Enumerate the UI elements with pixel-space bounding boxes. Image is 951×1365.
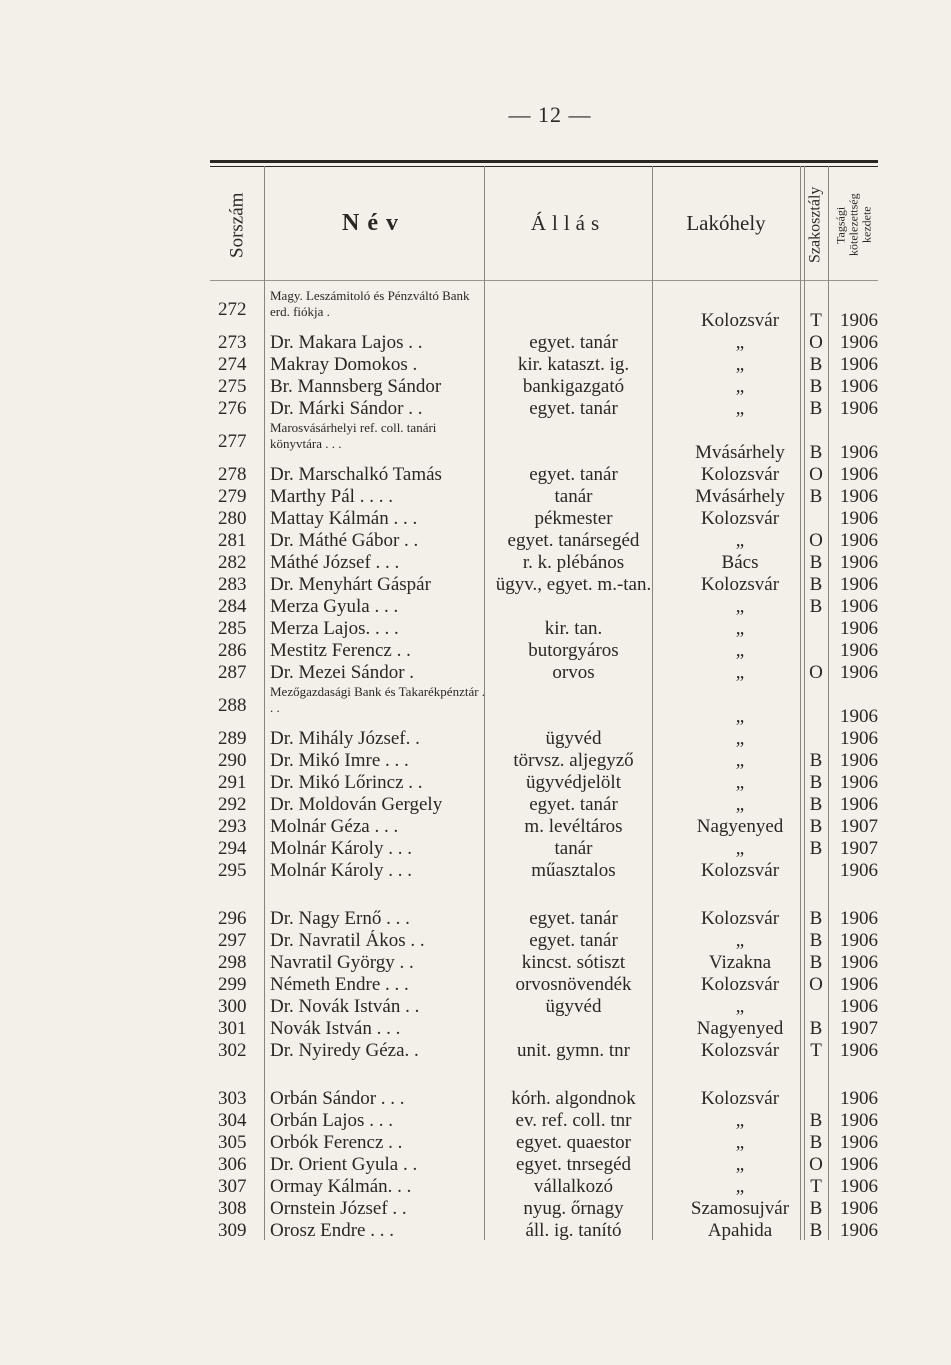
membership-year: 1906 (840, 442, 878, 463)
row-number: 281 (218, 530, 247, 551)
member-name: Dr. Orient Gyula . . (270, 1154, 418, 1175)
header-tagsagi: Tagsági kötelezettség kezdete (833, 193, 874, 257)
member-residence: „ (735, 376, 745, 397)
member-occupation: ügyvédjelölt (526, 772, 621, 793)
member-residence: Kolozsvár (700, 508, 780, 529)
row-number: 303 (218, 1088, 247, 1109)
member-name: Merza Lajos. . . . (270, 618, 399, 639)
member-section: B (809, 1198, 823, 1219)
member-residence: Kolozsvár (700, 974, 780, 995)
header-szakosztaly: Szakosztály (806, 186, 824, 264)
member-residence: Kolozsvár (700, 1088, 780, 1109)
table-top-rule (210, 160, 878, 163)
row-number: 306 (218, 1154, 247, 1175)
row-number: 304 (218, 1110, 247, 1131)
member-occupation: egyet. quaestor (515, 1132, 631, 1153)
member-residence: Kolozsvár (700, 908, 780, 929)
membership-year: 1906 (840, 618, 878, 639)
table-row (210, 1220, 878, 1242)
table-row (210, 508, 878, 530)
row-number: 299 (218, 974, 247, 995)
member-residence: „ (735, 996, 745, 1017)
table-row (210, 816, 878, 838)
member-name: Dr. Marschalkó Tamás (270, 464, 442, 485)
member-section: O (809, 464, 823, 485)
member-occupation: tanár (554, 486, 593, 507)
member-residence: Kolozsvár (700, 1040, 780, 1061)
member-residence: Kolozsvár (700, 860, 780, 881)
member-residence: Kolozsvár (700, 464, 780, 485)
membership-year: 1906 (840, 574, 878, 595)
member-residence: „ (735, 662, 745, 683)
member-name: Dr. Márki Sándor . . (270, 398, 423, 419)
member-occupation: egyet. tnrsegéd (515, 1154, 631, 1175)
membership-year: 1906 (840, 552, 878, 573)
member-section: O (809, 974, 823, 995)
member-residence: Mvásárhely (695, 486, 785, 507)
table-row (210, 728, 878, 750)
table-row (210, 464, 878, 486)
header-bottom-rule (210, 280, 878, 281)
row-number: 284 (218, 596, 247, 617)
member-residence: Apahida (707, 1220, 773, 1241)
table-row (210, 838, 878, 860)
table-row (210, 908, 878, 930)
membership-year: 1907 (840, 1018, 878, 1039)
membership-year: 1906 (840, 728, 878, 749)
row-number: 298 (218, 952, 247, 973)
member-section: O (809, 1154, 823, 1175)
member-name: Dr. Makara Lajos . . (270, 332, 423, 353)
member-occupation: orvosnövendék (515, 974, 632, 995)
member-name: Molnár Károly . . . (270, 838, 412, 859)
membership-year: 1906 (840, 530, 878, 551)
membership-year: 1906 (840, 1176, 878, 1197)
table-row (210, 288, 878, 332)
member-name: Dr. Menyhárt Gáspár (270, 574, 431, 595)
member-name: Dr. Moldován Gergely (270, 794, 443, 815)
membership-year: 1906 (840, 486, 878, 507)
header-nev: Név (342, 209, 406, 236)
member-name: Ornstein József . . (270, 1198, 407, 1219)
row-number: 282 (218, 552, 247, 573)
row-number: 278 (218, 464, 247, 485)
member-section: B (809, 596, 823, 617)
table-row (210, 930, 878, 952)
table-row (210, 996, 878, 1018)
member-residence: Bács (721, 552, 759, 573)
row-number: 274 (218, 354, 247, 375)
member-residence: „ (735, 596, 745, 617)
member-occupation: pékmester (534, 508, 613, 529)
membership-year: 1906 (840, 794, 878, 815)
table-row (210, 486, 878, 508)
row-number: 295 (218, 860, 247, 881)
membership-year: 1906 (840, 596, 878, 617)
membership-year: 1906 (840, 354, 878, 375)
member-name: Dr. Mikó Lőrincz . . (270, 772, 423, 793)
member-residence: „ (735, 640, 745, 661)
member-section: B (809, 908, 823, 929)
membership-year: 1906 (840, 1220, 878, 1241)
member-name: Mestitz Ferencz . . (270, 640, 411, 661)
member-occupation: törvsz. aljegyző (513, 750, 634, 771)
member-section: T (810, 1040, 822, 1061)
member-name: Dr. Mikó Imre . . . (270, 750, 409, 771)
member-residence: Nagyenyed (696, 1018, 784, 1039)
table-row (210, 552, 878, 574)
member-section: O (809, 662, 823, 683)
membership-year: 1906 (840, 952, 878, 973)
member-section: B (809, 486, 823, 507)
member-occupation: egyet. tanár (529, 464, 618, 485)
member-section: B (809, 442, 823, 463)
member-occupation: áll. ig. tanító (525, 1220, 622, 1241)
table-row (210, 332, 878, 354)
member-residence: Kolozsvár (700, 310, 780, 331)
row-number: 287 (218, 662, 247, 683)
member-residence: „ (735, 618, 745, 639)
member-occupation: kincst. sótiszt (521, 952, 626, 973)
member-residence: Mvásárhely (695, 442, 785, 463)
member-occupation: egyet. tanár (529, 398, 618, 419)
table-row (210, 596, 878, 618)
member-residence: „ (735, 838, 745, 859)
member-name: Dr. Novák István . . (270, 996, 420, 1017)
member-occupation: kir. tan. (544, 618, 603, 639)
table-row (210, 974, 878, 996)
member-residence: Vizakna (708, 952, 772, 973)
membership-year: 1906 (840, 772, 878, 793)
member-name: Molnár Géza . . . (270, 816, 399, 837)
membership-year: 1907 (840, 816, 878, 837)
membership-year: 1906 (840, 1154, 878, 1175)
member-name: Máthé József . . . (270, 552, 400, 573)
member-name: Ormay Kálmán. . . (270, 1176, 412, 1197)
membership-year: 1906 (840, 398, 878, 419)
table-row (210, 376, 878, 398)
member-residence: „ (735, 706, 745, 727)
row-number: 290 (218, 750, 247, 771)
membership-year: 1906 (840, 860, 878, 881)
member-occupation: kir. kataszt. ig. (517, 354, 630, 375)
member-section: B (809, 750, 823, 771)
member-section: T (810, 1176, 822, 1197)
member-residence: „ (735, 930, 745, 951)
member-name: Makray Domokos . (270, 354, 418, 375)
member-name: Marosvásárhelyi ref. coll. tanári könyvtára . . . (270, 420, 437, 451)
member-residence: „ (735, 530, 745, 551)
member-name: Orbán Sándor . . . (270, 1088, 405, 1109)
member-name: Molnár Károly . . . (270, 860, 412, 881)
member-residence: „ (735, 332, 745, 353)
member-section: B (809, 574, 823, 595)
member-section: O (809, 530, 823, 551)
member-section: B (809, 930, 823, 951)
row-number: 294 (218, 838, 247, 859)
member-name: Navratil György . . (270, 952, 414, 973)
membership-year: 1906 (840, 908, 878, 929)
table-row (210, 354, 878, 376)
row-number: 301 (218, 1018, 247, 1039)
row-number: 309 (218, 1220, 247, 1241)
row-number: 275 (218, 376, 247, 397)
member-section: B (809, 552, 823, 573)
member-residence: Szamosujvár (690, 1198, 790, 1219)
member-section: B (809, 398, 823, 419)
member-occupation: ev. ref. coll. tnr (515, 1110, 632, 1131)
member-name: Dr. Nyiredy Géza. . (270, 1040, 419, 1061)
member-name: Dr. Máthé Gábor . . (270, 530, 419, 551)
member-name: Merza Gyula . . . (270, 596, 399, 617)
member-occupation: egyet. tanár (529, 930, 618, 951)
membership-year: 1906 (840, 332, 878, 353)
member-section: B (809, 1018, 823, 1039)
table-row (210, 1088, 878, 1110)
membership-year: 1906 (840, 750, 878, 771)
row-number: 283 (218, 574, 247, 595)
table-row (210, 1018, 878, 1040)
table-row (210, 1040, 878, 1062)
member-occupation: ügyvéd (545, 996, 602, 1017)
table-row (210, 398, 878, 420)
table-row (210, 530, 878, 552)
member-name: Novák István . . . (270, 1018, 401, 1039)
row-number: 292 (218, 794, 247, 815)
row-number: 297 (218, 930, 247, 951)
member-name: Orbán Lajos . . . (270, 1110, 393, 1131)
member-name: Br. Mannsberg Sándor (270, 376, 442, 397)
member-name: Dr. Navratil Ákos . . (270, 930, 425, 951)
table-row (210, 684, 878, 728)
member-residence: Kolozsvár (700, 574, 780, 595)
member-occupation: r. k. plébános (522, 552, 625, 573)
member-residence: „ (735, 772, 745, 793)
table-row (210, 1198, 878, 1220)
row-number: 288 (218, 695, 247, 716)
member-name: Marthy Pál . . . . (270, 486, 393, 507)
member-occupation: műasztalos (531, 860, 616, 881)
row-number: 272 (218, 299, 247, 320)
membership-year: 1906 (840, 662, 878, 683)
member-section: B (809, 816, 823, 837)
member-occupation: ügyv., egyet. m.-tan. (495, 574, 652, 595)
member-name: Mattay Kálmán . . . (270, 508, 418, 529)
membership-year: 1906 (840, 706, 878, 727)
membership-year: 1906 (840, 1040, 878, 1061)
membership-year: 1906 (840, 1198, 878, 1219)
row-number: 285 (218, 618, 247, 639)
member-section: T (810, 310, 822, 331)
member-section: O (809, 332, 823, 353)
member-residence: „ (735, 1176, 745, 1197)
member-occupation: egyet. tanár (529, 908, 618, 929)
member-section: B (809, 772, 823, 793)
member-occupation: bankigazgató (522, 376, 625, 397)
table-row (210, 794, 878, 816)
member-residence: „ (735, 354, 745, 375)
membership-year: 1907 (840, 838, 878, 859)
membership-year: 1906 (840, 974, 878, 995)
member-occupation: nyug. őrnagy (523, 1198, 624, 1219)
member-residence: „ (735, 1154, 745, 1175)
member-name: Magy. Leszámitoló és Pénzváltó Bank erd. fiókja . (270, 288, 470, 319)
row-number: 302 (218, 1040, 247, 1061)
member-name: Németh Endre . . . (270, 974, 409, 995)
member-residence: „ (735, 1110, 745, 1131)
member-section: B (809, 1110, 823, 1131)
table-row (210, 574, 878, 596)
header-sorszam: Sorszám (226, 192, 248, 258)
member-occupation: egyet. tanársegéd (507, 530, 640, 551)
table-row (210, 772, 878, 794)
header-lakohely: Lakóhely (686, 210, 766, 235)
table-row (210, 640, 878, 662)
member-section: B (809, 1220, 823, 1241)
member-residence: „ (735, 1132, 745, 1153)
table-row (210, 1154, 878, 1176)
member-occupation: butorgyáros (528, 640, 619, 661)
member-occupation: tanár (554, 838, 593, 859)
member-name: Mezőgazdasági Bank és Takarékpénztár . . . (270, 684, 486, 715)
table-row (210, 750, 878, 772)
member-occupation: m. levéltáros (524, 816, 623, 837)
table-row (210, 860, 878, 882)
member-section: B (809, 1132, 823, 1153)
header-allas: Állás (530, 210, 606, 235)
member-section: B (809, 838, 823, 859)
row-number: 307 (218, 1176, 247, 1197)
member-occupation: egyet. tanár (529, 794, 618, 815)
table-row (210, 952, 878, 974)
table-row (210, 1176, 878, 1198)
member-occupation: kórh. algondnok (511, 1088, 636, 1109)
membership-year: 1906 (840, 930, 878, 951)
table-row (210, 1132, 878, 1154)
row-number: 308 (218, 1198, 247, 1219)
member-residence: „ (735, 398, 745, 419)
row-number: 276 (218, 398, 247, 419)
member-name: Dr. Mihály József. . (270, 728, 420, 749)
row-number: 291 (218, 772, 247, 793)
member-name: Dr. Mezei Sándor . (270, 662, 415, 683)
member-name: Orosz Endre . . . (270, 1220, 394, 1241)
row-number: 300 (218, 996, 247, 1017)
member-name: Dr. Nagy Ernő . . . (270, 908, 410, 929)
membership-year: 1906 (840, 464, 878, 485)
row-number: 273 (218, 332, 247, 353)
member-occupation: orvos (552, 662, 595, 683)
row-number: 293 (218, 816, 247, 837)
membership-year: 1906 (840, 508, 878, 529)
member-section: B (809, 354, 823, 375)
page-number: — 12 — (508, 102, 592, 127)
member-residence: „ (735, 728, 745, 749)
member-occupation: ügyvéd (545, 728, 602, 749)
table-row (210, 1110, 878, 1132)
table-row (210, 420, 878, 464)
member-residence: Nagyenyed (696, 816, 784, 837)
row-number: 296 (218, 908, 247, 929)
member-section: B (809, 376, 823, 397)
member-section: B (809, 794, 823, 815)
row-number: 280 (218, 508, 247, 529)
membership-year: 1906 (840, 1132, 878, 1153)
row-number: 277 (218, 431, 247, 452)
member-occupation: egyet. tanár (529, 332, 618, 353)
membership-year: 1906 (840, 310, 878, 331)
member-occupation: vállalkozó (533, 1176, 614, 1197)
row-number: 289 (218, 728, 247, 749)
row-number: 305 (218, 1132, 247, 1153)
member-occupation: unit. gymn. tnr (517, 1040, 630, 1061)
member-residence: „ (735, 794, 745, 815)
row-number: 286 (218, 640, 247, 661)
member-list (210, 288, 878, 1242)
member-name: Orbók Ferencz . . (270, 1132, 403, 1153)
membership-year: 1906 (840, 996, 878, 1017)
table-row (210, 662, 878, 684)
membership-year: 1906 (840, 640, 878, 661)
membership-year: 1906 (840, 376, 878, 397)
member-residence: „ (735, 750, 745, 771)
row-number: 279 (218, 486, 247, 507)
membership-year: 1906 (840, 1088, 878, 1109)
table-row (210, 618, 878, 640)
member-section: B (809, 952, 823, 973)
membership-year: 1906 (840, 1110, 878, 1131)
